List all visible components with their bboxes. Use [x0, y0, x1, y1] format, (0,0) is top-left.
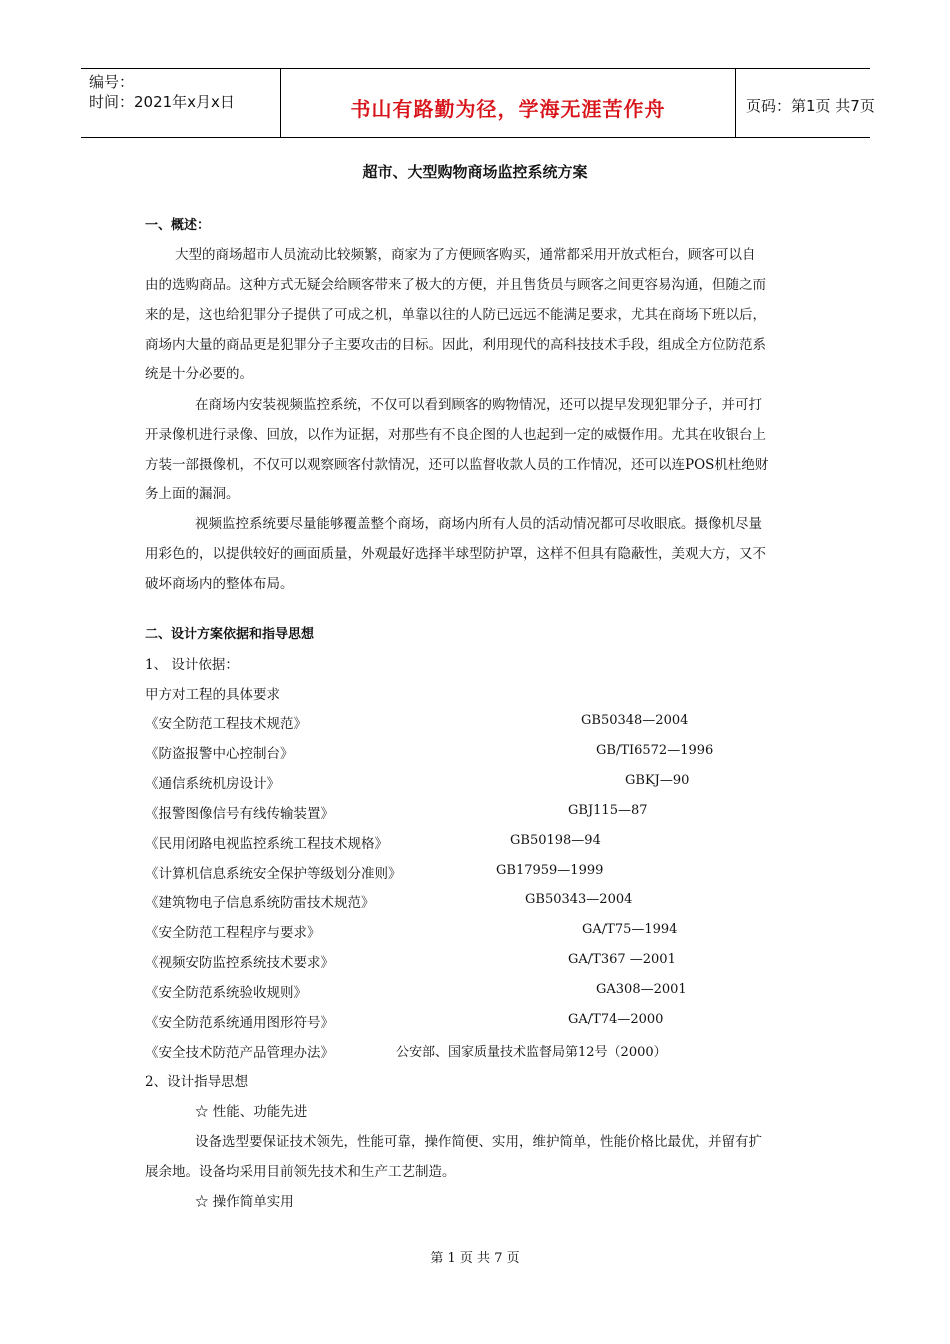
paragraph-line: 大型的商场超市人员流动比较频繁，商家为了方便顾客购买，通常都采用开放式柜台，顾客可以自 — [175, 247, 756, 263]
bullet-heading: ☆ 性能、功能先进 — [195, 1104, 308, 1120]
paragraph-line: 由的选购商品。这种方式无疑会给顾客带来了极大的方便，并且售货员与顾客之间更容易沟通，但随之而 — [145, 277, 766, 293]
paragraph-line: 方装一部摄像机，不仅可以观察顾客付款情况，还可以监督收款人员的工作情况，还可以连POS机杜绝财 — [145, 457, 769, 473]
standard-name: 《建筑物电子信息系统防雷技术规范》 — [145, 895, 375, 911]
header-meta — [81, 69, 281, 137]
standard-name: 《安全防范工程技术规范》 — [145, 716, 307, 732]
subsection-heading: 1、 设计依据： — [145, 657, 239, 673]
paragraph-line: 来的是，这也给犯罪分子提供了可成之机，单靠以往的人防已远远不能满足要求，尤其在商场下班以后， — [145, 307, 766, 323]
standard-name: 《报警图像信号有线传输装置》 — [145, 806, 334, 822]
paragraph-line: 在商场内安装视频监控系统，不仅可以看到顾客的购物情况，还可以提早发现犯罪分子，并可打 — [195, 397, 762, 413]
paragraph-line: 商场内大量的商品更是犯罪分子主要攻击的目标。因此，利用现代的高科技技术手段，组成全方位防范系 — [145, 337, 766, 353]
page-header — [81, 68, 875, 138]
standard-code: GA/T74—2000 — [568, 1012, 664, 1027]
paragraph-line: 展余地。设备均采用目前领先技术和生产工艺制造。 — [145, 1164, 456, 1180]
document-time: 时间：2021年x月x日 — [89, 93, 235, 111]
standard-code: GB50343—2004 — [525, 892, 633, 907]
paragraph-line: 开录像机进行录像、回放，以作为证据，对那些有不良企图的人也起到一定的威慑作用。尤其在收银台上 — [145, 427, 766, 443]
standard-name: 《民用闭路电视监控系统工程技术规格》 — [145, 836, 388, 852]
paragraph-line: 用彩色的，以提供较好的画面质量，外观最好选择半球型防护罩，这样不但具有隐蔽性，美观大方，又不 — [145, 546, 766, 562]
requirement-line: 甲方对工程的具体要求 — [145, 687, 280, 703]
document-title: 超市、大型购物商场监控系统方案 — [362, 163, 588, 181]
header-page-cell — [736, 69, 875, 137]
standard-name: 《视频安防监控系统技术要求》 — [145, 955, 334, 971]
standard-name: 《计算机信息系统安全保护等级划分准则》 — [145, 866, 402, 882]
paragraph-line: 视频监控系统要尽量能够覆盖整个商场，商场内所有人员的活动情况都可尽收眼底。摄像机尽量 — [195, 516, 762, 532]
motto: 书山有路勤为径，学海无涯苦作舟 — [350, 97, 666, 121]
standard-code: GB/TI6572—1996 — [596, 743, 714, 758]
standard-code: GA308—2001 — [596, 982, 687, 997]
standard-name: 《安全防范系统验收规则》 — [145, 985, 307, 1001]
standard-code: GA/T75—1994 — [582, 922, 678, 937]
page-code: 页码：第1页 共7页 — [746, 97, 875, 115]
document-number: 编号： — [89, 73, 135, 91]
paragraph-line: 统是十分必要的。 — [145, 366, 253, 382]
page-footer: 第 1 页 共 7 页 — [430, 1251, 520, 1266]
bullet-heading: ☆ 操作简单实用 — [195, 1194, 294, 1210]
standard-code: GB17959—1999 — [496, 863, 604, 878]
standard-name: 《通信系统机房设计》 — [145, 776, 280, 792]
standard-code: GBKJ—90 — [625, 773, 690, 788]
section-heading-overview: 一、概述： — [145, 218, 211, 233]
standard-code: GBJ115—87 — [568, 803, 648, 818]
standard-name: 《安全防范工程程序与要求》 — [145, 925, 321, 941]
section-heading-design-basis: 二、设计方案依据和指导思想 — [145, 627, 315, 642]
standard-name: 《防盗报警中心控制台》 — [145, 746, 294, 762]
paragraph-line: 务上面的漏洞。 — [145, 486, 240, 502]
paragraph-line: 破坏商场内的整体布局。 — [145, 576, 294, 592]
paragraph-line: 设备选型要保证技术领先，性能可靠，操作简便、实用，维护简单，性能价格比最优，并留有扩 — [195, 1134, 762, 1150]
subsection-heading: 2、设计指导思想 — [145, 1074, 249, 1090]
standard-code: 公安部、国家质量技术监督局第12号（2000） — [396, 1045, 667, 1060]
standard-code: GB50348—2004 — [581, 713, 689, 728]
standard-code: GB50198—94 — [510, 833, 601, 848]
header-motto-cell — [281, 69, 736, 137]
standard-name: 《安全防范系统通用图形符号》 — [145, 1015, 334, 1031]
standard-name: 《安全技术防范产品管理办法》 — [145, 1045, 334, 1061]
standard-code: GA/T367 —2001 — [568, 952, 676, 967]
